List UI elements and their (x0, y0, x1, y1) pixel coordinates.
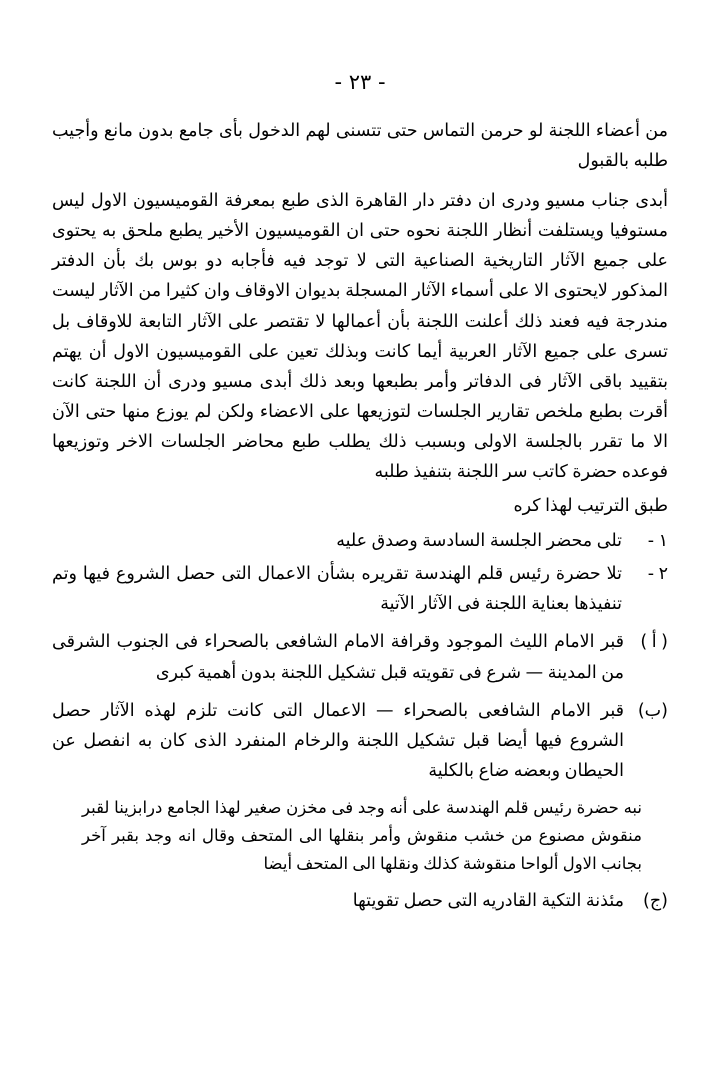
list-item-text: قبر الامام الليث الموجود وقرافة الامام الشافعى بالصحراء فى الجنوب الشرقى من المدينة — شرع فى تقويته قبل تشكيل اللجنة بدون أهمية كبرى (52, 632, 624, 683)
lettered-list-continued (52, 886, 668, 916)
paragraph-2: أبدى جناب مسيو ودرى ان دفتر دار القاهرة الذى طبع بمعرفة القوميسيون الاول ليس مستوفيا ويستلفت أنظار اللجنة نحوه حتى ان القوميسيون الأخير يطبع ملحق به يحتوى على جميع الآثار التاريخية الصناعية التى لا توجد فيه فأجابه دو بوس بك بأن الدفتر المذكور لايحتوى الا على أسماء الآثار المسجلة بديوان الاوقاف وان كثيرا من الآثار ليست مندرجة فيه فعند ذلك أعلنت اللجنة بأن أعمالها لا تقتصر على الآثار التابعة للاوقاف بل تسرى على جميع الآثار العربية أيما كانت وبذلك تعين على القوميسيون الاول أن يهتم بتقييد باقى الآثار فى الدفاتر وأمر بطبعها وبعد ذلك أبدى مسيو ودرى أن اللجنة كانت أقرت بطبع ملخص تقارير الجلسات لتوزيعها على الاعضاء ولكن لم يوزع منها حتى الآن الا ما تقرر بالجلسة الاولى وبسبب ذلك يطلب طبع محاضر الجلسات الاخر وتوزيعها فوعده حضرة كاتب سر اللجنة بتنفيذ طلبه (52, 191, 668, 483)
list-item-text: تلا حضرة رئيس قلم الهندسة تقريره بشأن الاعمال التى حصل الشروع فيها وتم تنفيذها بعناية اللجنة فى الآثار الآتية (52, 563, 622, 614)
list-item (52, 627, 668, 687)
page-number: - ٢٣ - (334, 70, 386, 94)
paragraph-3: طبق الترتيب لهذا كره (513, 496, 668, 517)
list-item (52, 696, 668, 786)
list-item-marker: (ج) (643, 891, 668, 912)
list-item-text: مئذنة التكية القادريه التى حصل تقويتها (352, 891, 624, 912)
list-item (52, 527, 668, 557)
paragraph-1: من أعضاء اللجنة لو حرمن التماس حتى تتسنى لهم الدخول بأى جامع بدون مانع وأجيب طلبه بالقبول (52, 121, 668, 172)
list-item (52, 886, 668, 916)
list-item-marker: (ب) (637, 700, 668, 721)
indented-note: نبه حضرة رئيس قلم الهندسة على أنه وجد فى مخزن صغير لهذا الجامع درابزينا لقبر منقوش مصنوع من خشب منقوش وأمر بنقلها الى المتحف وقال انه وجد بقبر آخر بجانب الاول ألواحا منقوشة كذلك ونقلها الى المتحف أيضا (82, 797, 642, 874)
list-item-text: قبر الامام الشافعى بالصحراء — الاعمال التى كانت تلزم لهذه الآثار حصل الشروع فيها أيضا قبل تشكيل اللجنة والرخام المنفرد الذى كان به انفصل عن الحيطان وبعضه ضاع بالكلية (52, 700, 624, 781)
list-item-marker: ١ - (647, 531, 668, 552)
list-item-marker: ٢ - (647, 563, 668, 584)
lettered-list (52, 627, 668, 785)
page-body (52, 116, 668, 916)
list-item (52, 560, 668, 620)
numbered-list (52, 527, 668, 619)
list-item-text: تلى محضر الجلسة السادسة وصدق عليه (336, 531, 622, 552)
list-item-marker: ( أ ) (640, 632, 668, 653)
